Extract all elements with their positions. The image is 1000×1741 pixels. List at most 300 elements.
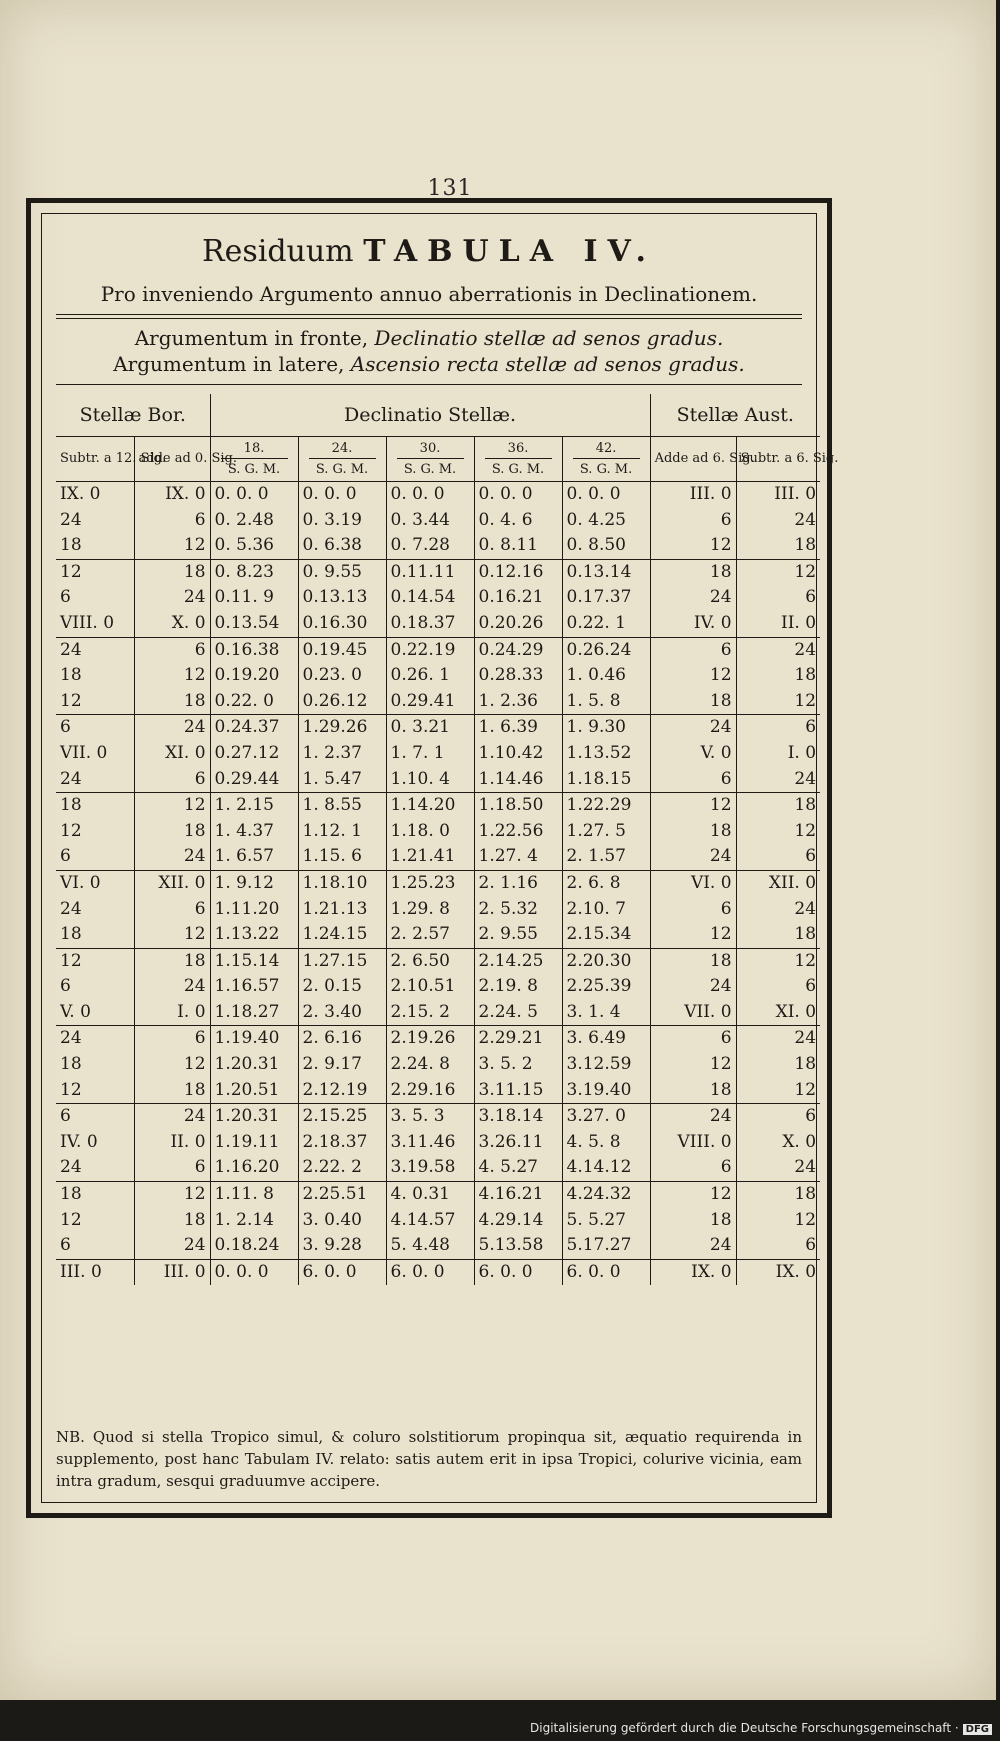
table-cell: 0. 9.55 (298, 559, 386, 585)
table-cell: 0. 7.28 (386, 533, 474, 559)
table-cell: 24 (794, 639, 817, 660)
table-cell: 18 (56, 793, 134, 819)
table-cell: 12 (56, 559, 134, 585)
table-cell: 4.14.12 (562, 1155, 650, 1181)
nota-bene-note: NB. Quod si stella Tropico simul, & coluro solstitiorum propinqua sit, æquatio requirenda in supplemento, post hanc Tabulam IV. relato: satis autem erit in ipsa Tropici, colurive vicinia, eam intra gradum, sesqui graduumve accipere. (56, 1428, 802, 1490)
table-cell: 2.25.51 (298, 1182, 386, 1208)
page-number: 131 (427, 176, 473, 201)
table-row (56, 1026, 820, 1052)
table-cell: 5.17.27 (562, 1233, 650, 1259)
argument-front-value: Declinatio stellæ ad senos gradus. (374, 326, 724, 350)
table-cell: 2.24. 8 (386, 1052, 474, 1078)
table-cell: 6 (56, 844, 134, 870)
table-cell: 12 (736, 689, 820, 715)
table-inner-frame (41, 213, 839, 1503)
table-cell: 1.21.41 (386, 844, 474, 870)
title-main: TABULA IV. (363, 234, 656, 269)
table-cell: III. 0 (650, 482, 736, 508)
table-cell: 3.27. 0 (562, 1104, 650, 1130)
table-row (56, 1104, 820, 1130)
table-cell: 0.23. 0 (298, 663, 386, 689)
table-cell: 4.29.14 (474, 1208, 562, 1234)
table-cell: 0.11. 9 (210, 585, 298, 611)
table-cell: 12 (650, 922, 736, 948)
table-cell: 1.18.27 (210, 1000, 298, 1026)
table-cell: 0. 4.25 (562, 508, 650, 534)
table-cell: 0.13.13 (298, 585, 386, 611)
table-cell: 4.24.32 (562, 1182, 650, 1208)
table-cell: 3. 1. 4 (562, 1000, 650, 1026)
table-cell: 1.21.13 (298, 897, 386, 923)
table-cell: IX. 0 (775, 1261, 817, 1282)
table-row (56, 1182, 820, 1208)
table-row (56, 897, 820, 923)
table-cell: 18 (134, 1208, 210, 1234)
table-cell: 6 (650, 1026, 736, 1052)
table-cell: 12 (56, 948, 134, 974)
table-cell: 1. 9.12 (210, 870, 298, 896)
table-cell: 6. 0. 0 (474, 1259, 562, 1285)
table-cell: 6 (805, 1106, 817, 1127)
table-cell: 12 (56, 689, 134, 715)
table-cell: VII. 0 (650, 1000, 736, 1026)
table-cell: 24 (650, 715, 736, 741)
table-cell: 3.19.58 (386, 1155, 474, 1181)
table-cell: 3.11.15 (474, 1078, 562, 1104)
col-dec-24: 24. S. G. M. (298, 437, 386, 482)
table-cell: 24 (56, 508, 134, 534)
table-cell: 18 (736, 533, 820, 559)
table-cell: 18 (134, 559, 210, 585)
table-cell: 3. 5. 2 (474, 1052, 562, 1078)
table-row (56, 1130, 820, 1156)
table-cell: 0.22. 0 (210, 689, 298, 715)
table-cell: 18 (794, 795, 817, 816)
table-cell: 24 (650, 1104, 736, 1130)
table-cell: VI. 0 (650, 870, 736, 896)
table-cell: 12 (794, 820, 817, 841)
table-cell: 5.13.58 (474, 1233, 562, 1259)
divider-top-double (56, 318, 802, 319)
table-cell: 6. 0. 0 (562, 1259, 650, 1285)
col-dec-36: 36. S. G. M. (474, 437, 562, 482)
table-cell: 1.25.23 (386, 870, 474, 896)
table-row (56, 1208, 820, 1234)
table-cell: 6 (805, 976, 817, 997)
table-cell: 6 (56, 1233, 134, 1259)
aberration-table (56, 394, 839, 1285)
table-cell: 0. 6.38 (298, 533, 386, 559)
table-cell: 1. 5. 8 (562, 689, 650, 715)
table-cell: 12 (134, 1052, 210, 1078)
dfg-logo: DFG (963, 1724, 992, 1735)
header-declinatio: Declinatio Stellæ. (210, 394, 650, 437)
table-cell: 2.12.19 (298, 1078, 386, 1104)
table-cell: 0.27.12 (210, 741, 298, 767)
table-cell: 2.20.30 (562, 948, 650, 974)
table-cell: 2.15.34 (562, 922, 650, 948)
table-cell: XI. 0 (736, 1000, 820, 1026)
table-cell: 0.26.24 (562, 637, 650, 663)
table-cell: 0.29.44 (210, 767, 298, 793)
header-stellae-aust: Stellæ Aust. (650, 394, 820, 437)
table-cell: 0.19.20 (210, 663, 298, 689)
table-cell: V. 0 (56, 1000, 134, 1026)
table-cell: 18 (794, 1054, 817, 1075)
table-cell: 0.29.41 (386, 689, 474, 715)
table-cell: 24 (134, 1104, 210, 1130)
table-row (56, 585, 820, 611)
table-row (56, 508, 820, 534)
table-cell: 6 (56, 715, 134, 741)
table-cell: 18 (56, 533, 134, 559)
table-cell: XII. 0 (134, 870, 210, 896)
col-dec-30: 30. S. G. M. (386, 437, 474, 482)
table-cell: II. 0 (134, 1130, 210, 1156)
column-header-row (56, 437, 820, 482)
table-cell: III. 0 (134, 1259, 210, 1285)
table-row (56, 793, 820, 819)
table-cell: V. 0 (650, 741, 736, 767)
table-cell: 0.17.37 (562, 585, 650, 611)
table-cell: VII. 0 (56, 741, 134, 767)
divider-under-arguments (56, 384, 802, 385)
table-cell: 2.10.51 (386, 974, 474, 1000)
table-cell: 6 (134, 508, 210, 534)
table-cell: 24 (650, 844, 736, 870)
table-subtitle: Pro inveniendo Argumento annuo aberrationis in Declinationem. (100, 282, 758, 306)
table-cell: 6. 0. 0 (386, 1259, 474, 1285)
table-cell: 24 (134, 974, 210, 1000)
table-cell: 12 (56, 1208, 134, 1234)
table-cell: 2. 3.40 (298, 1000, 386, 1026)
table-cell: VI. 0 (56, 870, 134, 896)
table-cell: VIII. 0 (650, 1130, 736, 1156)
col-dec-42: 42. S. G. M. (562, 437, 650, 482)
table-cell: 18 (650, 1078, 736, 1104)
table-cell: 24 (56, 1155, 134, 1181)
table-cell: 12 (56, 819, 134, 845)
table-cell: 0.16.30 (298, 611, 386, 637)
table-cell: 12 (56, 1078, 134, 1104)
table-cell: 4. 5. 8 (562, 1130, 650, 1156)
table-row (56, 819, 820, 845)
table-cell: 1. 5.47 (298, 767, 386, 793)
table-cell: 1.29. 8 (386, 897, 474, 923)
table-cell: 1. 8.55 (298, 793, 386, 819)
table-cell: 6 (736, 844, 820, 870)
table-cell: 1. 4.37 (210, 819, 298, 845)
table-cell: 18 (134, 1078, 210, 1104)
table-cell: 2. 5.32 (474, 897, 562, 923)
table-cell: 3.11.46 (386, 1130, 474, 1156)
table-cell: 18 (134, 948, 210, 974)
col-dec-18: 18. S. G. M. (210, 437, 298, 482)
table-cell: 0. 8.50 (562, 533, 650, 559)
table-cell: VIII. 0 (56, 611, 134, 637)
table-cell: 24 (650, 974, 736, 1000)
table-cell: 6 (650, 508, 736, 534)
table-row (56, 611, 820, 637)
table-cell: 18 (650, 948, 736, 974)
table-row (56, 741, 820, 767)
argument-front (42, 326, 816, 350)
table-row (56, 559, 820, 585)
table-cell: 0. 3.21 (386, 715, 474, 741)
col-adde-0: adde ad 0. Sig. (134, 437, 210, 482)
table-row (56, 1000, 820, 1026)
table-cell: 0. 3.44 (386, 508, 474, 534)
table-cell: 24 (134, 844, 210, 870)
table-row (56, 922, 820, 948)
table-row (56, 1233, 820, 1259)
table-cell: 2. 1.57 (562, 844, 650, 870)
table-cell: 2. 9.55 (474, 922, 562, 948)
table-cell: 0.22. 1 (562, 611, 650, 637)
table-cell: 2.29.16 (386, 1078, 474, 1104)
table-cell: 2. 6.50 (386, 948, 474, 974)
table-cell: 2.19. 8 (474, 974, 562, 1000)
table-row (56, 870, 820, 896)
table-cell: 0.16.21 (474, 585, 562, 611)
table-cell: 24 (134, 585, 210, 611)
table-cell: 2.25.39 (562, 974, 650, 1000)
table-cell: 18 (134, 819, 210, 845)
table-cell: 12 (794, 950, 817, 971)
header-stellae-bor: Stellæ Bor. (56, 394, 210, 437)
table-cell: 2. 6. 8 (562, 870, 650, 896)
table-cell: 24 (736, 767, 820, 793)
table-cell: 12 (134, 1182, 210, 1208)
table-cell: 2.15. 2 (386, 1000, 474, 1026)
table-cell: 1.27. 4 (474, 844, 562, 870)
table-cell: 1. 9.30 (562, 715, 650, 741)
table-cell: 1. 2.15 (210, 793, 298, 819)
table-cell: 0.28.33 (474, 663, 562, 689)
table-cell: 24 (56, 767, 134, 793)
table-cell: IX. 0 (134, 482, 210, 508)
table-cell: 1.20.31 (210, 1052, 298, 1078)
table-cell: 3. 5. 3 (386, 1104, 474, 1130)
table-cell: IV. 0 (56, 1130, 134, 1156)
table-cell: 24 (794, 898, 817, 919)
table-cell: 1.18.15 (562, 767, 650, 793)
table-cell: 12 (650, 663, 736, 689)
table-row (56, 715, 820, 741)
table-cell: 12 (650, 533, 736, 559)
table-cell: 0.12.16 (474, 559, 562, 585)
table-cell: 18 (56, 1182, 134, 1208)
table-cell: 1.13.22 (210, 922, 298, 948)
table-cell: 1.10.42 (474, 741, 562, 767)
table-cell: I. 0 (787, 742, 817, 763)
table-row (56, 844, 820, 870)
table-cell: 12 (134, 663, 210, 689)
table-row (56, 533, 820, 559)
table-cell: 1.11.20 (210, 897, 298, 923)
table-cell: IX. 0 (650, 1259, 736, 1285)
table-cell: 6 (134, 1155, 210, 1181)
table-cell: 3.12.59 (562, 1052, 650, 1078)
table-cell: 6 (134, 767, 210, 793)
table-cell: 0.13.14 (562, 559, 650, 585)
table-cell: 12 (650, 1182, 736, 1208)
table-cell: 0.16.38 (210, 637, 298, 663)
table-cell: 12 (794, 561, 817, 582)
table-cell: 1.20.51 (210, 1078, 298, 1104)
col-subtr-12: Subtr. a 12. Sig. (56, 437, 134, 482)
table-cell: 3.19.40 (562, 1078, 650, 1104)
table-cell: 3. 6.49 (562, 1026, 650, 1052)
table-cell: 0. 0. 0 (562, 482, 650, 508)
table-cell: 18 (56, 663, 134, 689)
table-body (56, 482, 820, 1286)
table-cell: 1.12. 1 (298, 819, 386, 845)
table-cell: III. 0 (774, 484, 817, 504)
table-cell: 6 (56, 1104, 134, 1130)
table-cell: 1.20.31 (210, 1104, 298, 1130)
table-cell: 0.26. 1 (386, 663, 474, 689)
table-cell: 2.29.21 (474, 1026, 562, 1052)
table-cell: 2. 1.16 (474, 870, 562, 896)
table-row (56, 1052, 820, 1078)
argument-side-value: Ascensio recta stellæ ad senos gradus. (350, 352, 745, 376)
table-cell: I. 0 (134, 1000, 210, 1026)
table-cell: 3. 9.28 (298, 1233, 386, 1259)
table-cell: 1.27.15 (298, 948, 386, 974)
table-row (56, 1078, 820, 1104)
table-cell: 18 (650, 1208, 736, 1234)
table-cell: 0.14.54 (386, 585, 474, 611)
table-cell: 6 (650, 897, 736, 923)
table-cell: 18 (794, 665, 817, 686)
table-cell: 6 (736, 1233, 820, 1259)
table-cell: 1.14.46 (474, 767, 562, 793)
table-cell: X. 0 (782, 1131, 817, 1152)
table-cell: IV. 0 (650, 611, 736, 637)
table-row (56, 482, 820, 508)
table-cell: 4.16.21 (474, 1182, 562, 1208)
table-cell: 1. 2.37 (298, 741, 386, 767)
table-cell: 12 (134, 793, 210, 819)
col-adde-6: Adde ad 6. Sig. (650, 437, 736, 482)
table-cell: IX. 0 (56, 482, 134, 508)
table-cell: 0. 8.23 (210, 559, 298, 585)
table-cell: 2. 9.17 (298, 1052, 386, 1078)
argument-side (42, 352, 816, 376)
table-cell: 0.11.11 (386, 559, 474, 585)
group-header-row (56, 394, 820, 437)
table-cell: 0. 0. 0 (386, 482, 474, 508)
table-row (56, 637, 820, 663)
table-cell: 0. 2.48 (210, 508, 298, 534)
table-cell: 18 (794, 1184, 817, 1205)
table-cell: 0. 5.36 (210, 533, 298, 559)
table-cell: 2.19.26 (386, 1026, 474, 1052)
table-cell: 1.19.40 (210, 1026, 298, 1052)
table-cell: 1.27. 5 (562, 819, 650, 845)
table-cell: 0.24.37 (210, 715, 298, 741)
table-cell: 6 (134, 637, 210, 663)
table-cell: 0. 3.19 (298, 508, 386, 534)
table-cell: 1.13.52 (562, 741, 650, 767)
table-cell: 4. 0.31 (386, 1182, 474, 1208)
table-cell: 5. 5.27 (562, 1208, 650, 1234)
table-cell: 3.26.11 (474, 1130, 562, 1156)
table-cell: 6 (56, 974, 134, 1000)
table-row (56, 974, 820, 1000)
table-cell: 2.22. 2 (298, 1155, 386, 1181)
table-cell: 1.29.26 (298, 715, 386, 741)
table-cell: 1. 2.14 (210, 1208, 298, 1234)
table-cell: 0.19.45 (298, 637, 386, 663)
table-cell: 6 (650, 637, 736, 663)
table-cell: 6 (134, 897, 210, 923)
table-cell: 1.14.20 (386, 793, 474, 819)
table-row (56, 1259, 820, 1285)
table-cell: 2. 2.57 (386, 922, 474, 948)
table-cell: 0. 0. 0 (298, 482, 386, 508)
digitization-footer (530, 1721, 992, 1735)
table-cell: 1. 2.36 (474, 689, 562, 715)
table-cell: 0.18.24 (210, 1233, 298, 1259)
table-cell: 0. 0. 0 (474, 482, 562, 508)
table-row (56, 1155, 820, 1181)
table-cell: II. 0 (736, 611, 820, 637)
col-subtr-6: Subtr. a 6. Sig. (736, 437, 820, 482)
table-cell: 6 (134, 1026, 210, 1052)
table-cell: 1.16.20 (210, 1155, 298, 1181)
table-cell: 1.18.50 (474, 793, 562, 819)
table-cell: 12 (134, 533, 210, 559)
table-cell: 18 (134, 689, 210, 715)
table-title (42, 234, 816, 269)
table-cell: 1. 6.57 (210, 844, 298, 870)
table-cell: 4.14.57 (386, 1208, 474, 1234)
table-cell: 24 (134, 715, 210, 741)
table-cell: XI. 0 (134, 741, 210, 767)
table-cell: 2.10. 7 (562, 897, 650, 923)
table-cell: 18 (650, 819, 736, 845)
table-cell: 0. 8.11 (474, 533, 562, 559)
footer-text: Digitalisierung gefördert durch die Deutsche Forschungsgemeinschaft · (530, 1721, 959, 1735)
table-cell: 1.18. 0 (386, 819, 474, 845)
argument-front-label: Argumentum in fronte, (134, 326, 369, 350)
table-cell: 1.19.11 (210, 1130, 298, 1156)
table-row (56, 663, 820, 689)
table-cell: 1.10. 4 (386, 767, 474, 793)
table-cell: 1.24.15 (298, 922, 386, 948)
table-cell: 0.18.37 (386, 611, 474, 637)
divider-top (56, 314, 802, 315)
table-cell: 6 (56, 585, 134, 611)
table-row (56, 948, 820, 974)
table-cell: 0.26.12 (298, 689, 386, 715)
table-cell: 4. 5.27 (474, 1155, 562, 1181)
table-cell: 0.22.19 (386, 637, 474, 663)
table-cell: 0. 0. 0 (210, 1259, 298, 1285)
table-cell: 1.22.56 (474, 819, 562, 845)
table-cell: 24 (650, 585, 736, 611)
table-cell: 1. 6.39 (474, 715, 562, 741)
table-cell: 18 (650, 689, 736, 715)
table-cell: 1.15.14 (210, 948, 298, 974)
table-cell: X. 0 (134, 611, 210, 637)
table-cell: 3.18.14 (474, 1104, 562, 1130)
table-cell: 5. 4.48 (386, 1233, 474, 1259)
table-frame (26, 198, 839, 1518)
table-cell: 0. 4. 6 (474, 508, 562, 534)
